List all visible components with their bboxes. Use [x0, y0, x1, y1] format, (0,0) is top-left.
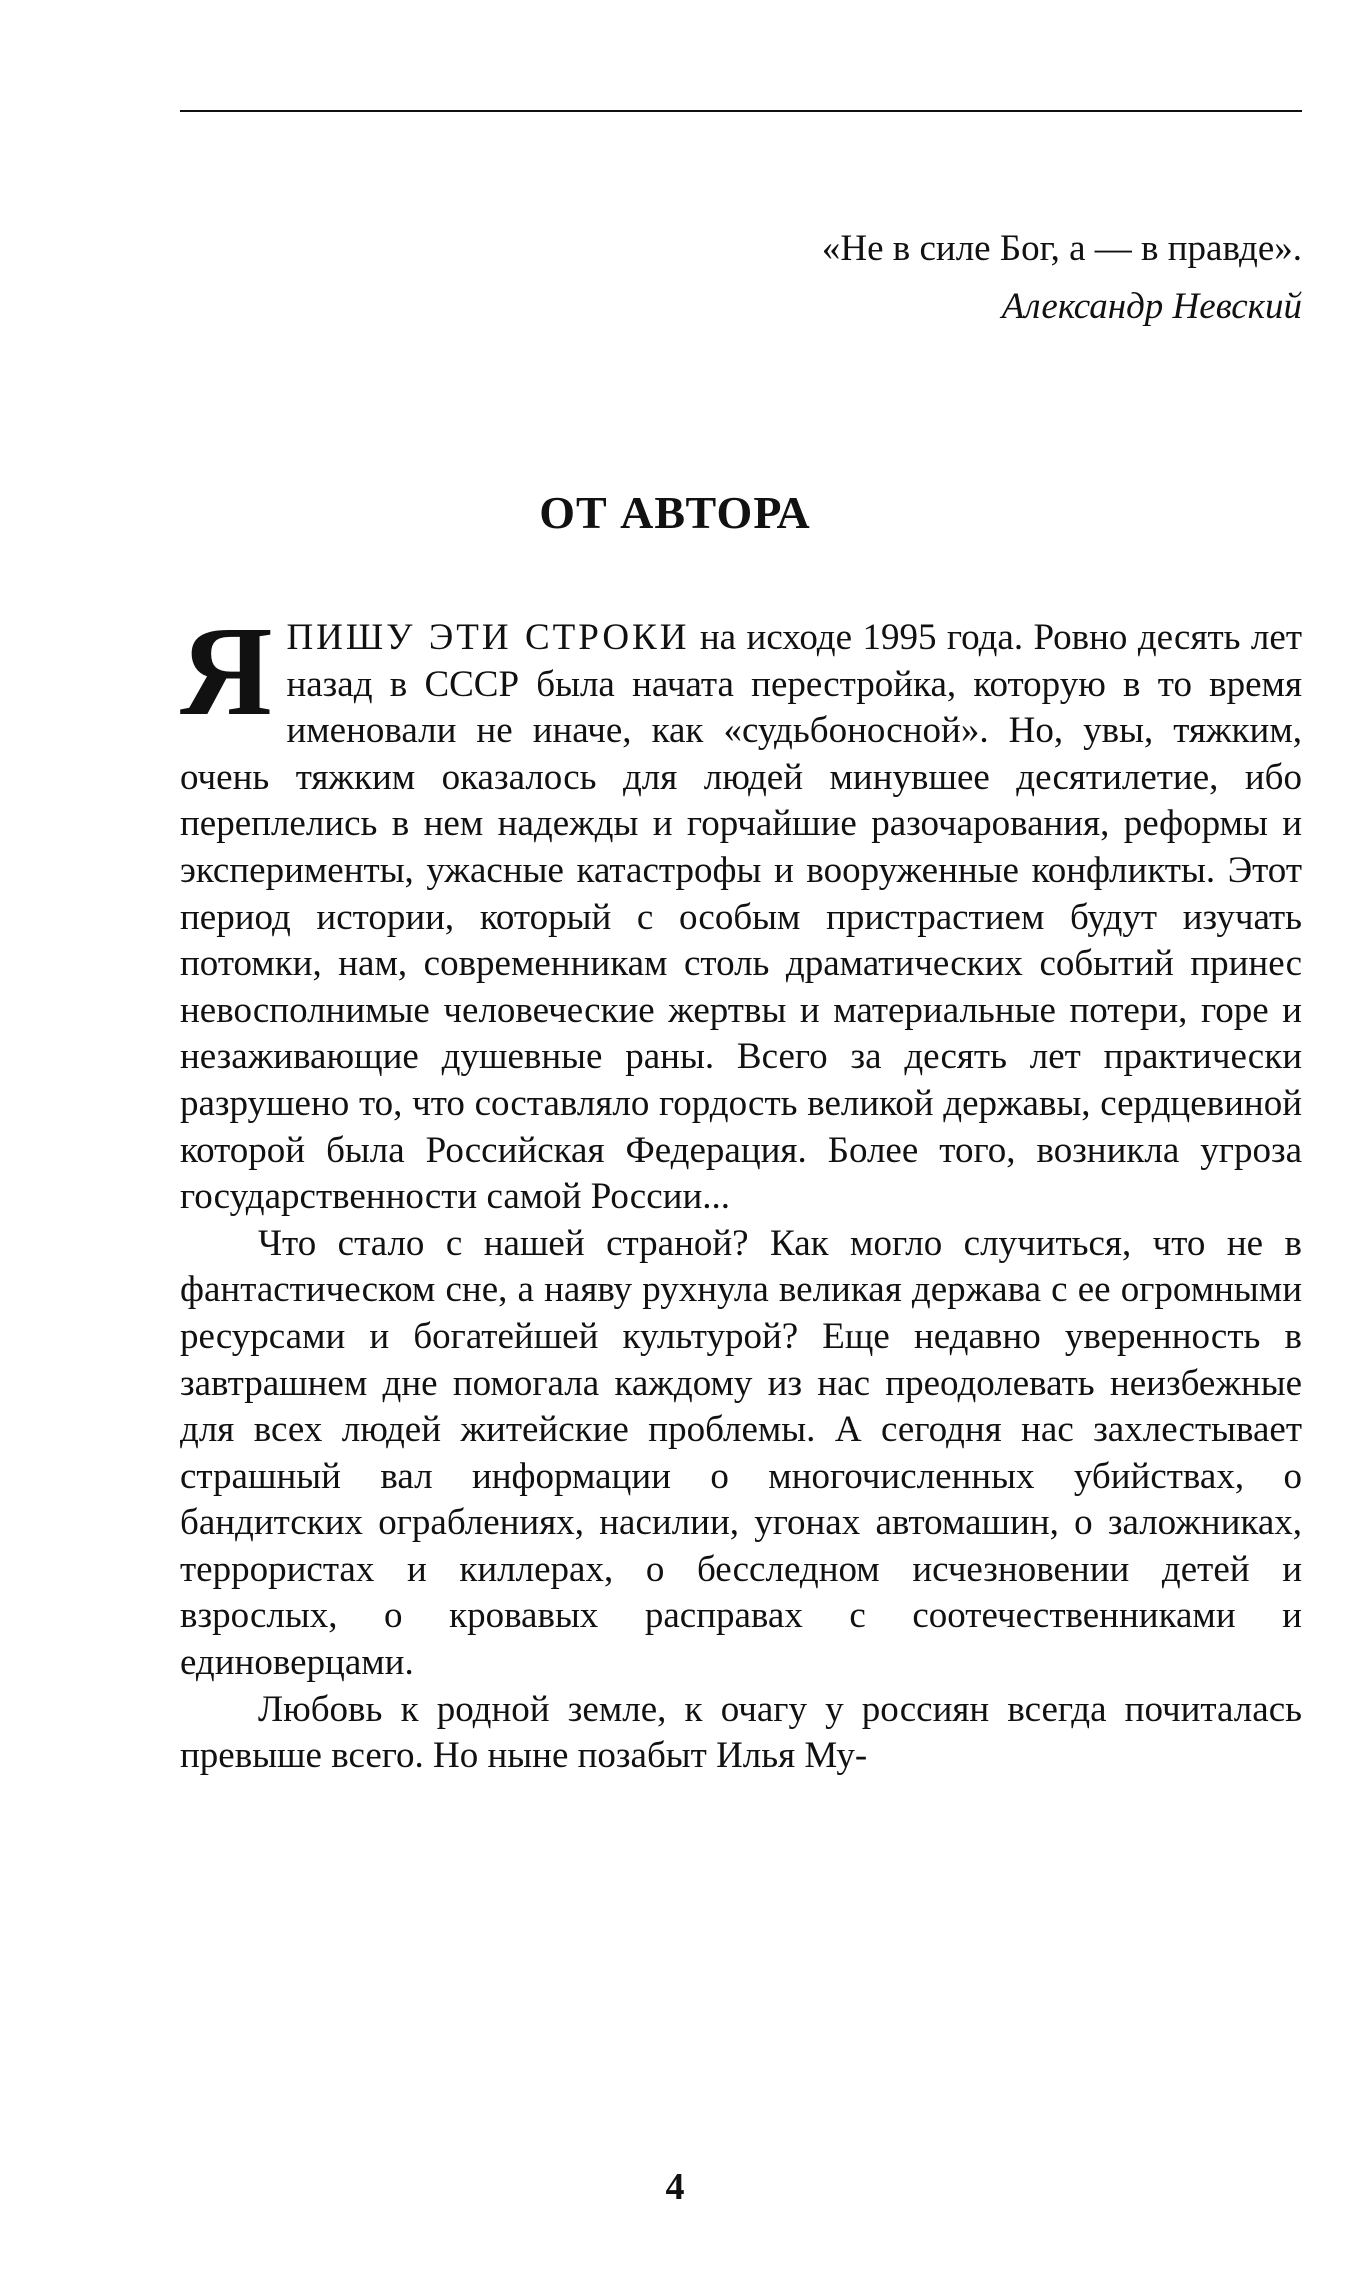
epigraph [822, 220, 1302, 336]
epigraph-author: Александр Невский [1001, 286, 1302, 327]
lead-in: ПИШУ ЭТИ СТРОКИ [286, 617, 690, 658]
header-rule [180, 110, 1302, 112]
page-number: 4 [665, 2166, 685, 2208]
body-text [180, 600, 1302, 1780]
paragraph-1-text: на исходе 1995 года. Ровно десять лет назад в СССР была начата перестройка, которую в то время именовали не иначе, как «судьбоносной». Но, увы, тяжким, очень тяжким оказалось для людей минувшее десятилетие, ибо переплелись в нем надежды и горчайшие разочарования, реформы и эксперименты, ужасные катастрофы и вооруженные конфликты. Этот период истории, который с особым пристрастием будут изучать потомки, нам, современникам столь драматических событий принес невосполнимые человеческие жертвы и материальные потери, горе и незаживающие душевные раны. Всего за десять лет практически разрушено то, что составляло гордость великой державы, сердцевиной которой была Российская Федерация. Более того, возникла угроза государственности самой России... [180, 617, 1302, 1218]
drop-cap: Я [180, 600, 273, 742]
paragraph-1 [180, 600, 1302, 1221]
paragraph-3: Любовь к родной земле, к очагу у россиян всегда почиталась превыше всего. Но ныне позабыт Илья Му- [180, 1688, 1302, 1777]
epigraph-quote: «Не в силе Бог, а — в правде». [821, 228, 1302, 269]
paragraph-2: Что стало с нашей страной? Как могло случиться, что не в фантастическом сне, а наяву рухнула великая держава с ее огромными ресурсами и богатейшей культурой? Еще недавно уверенность в завтрашнем дне помогала каждому из нас преодолевать неизбежные для всех людей житейские проблемы. А сегодня нас захлестывает страшный вал информации о многочисленных убийствах, о бандитских ограблениях, насилии, угонах автомашин, о заложниках, террористах и киллерах, о бесследном исчезновении детей и взрослых, о кровавых расправах с соотечественниками и единоверцами. [180, 1222, 1302, 1684]
chapter-heading: ОТ АВТОРА [539, 487, 811, 538]
